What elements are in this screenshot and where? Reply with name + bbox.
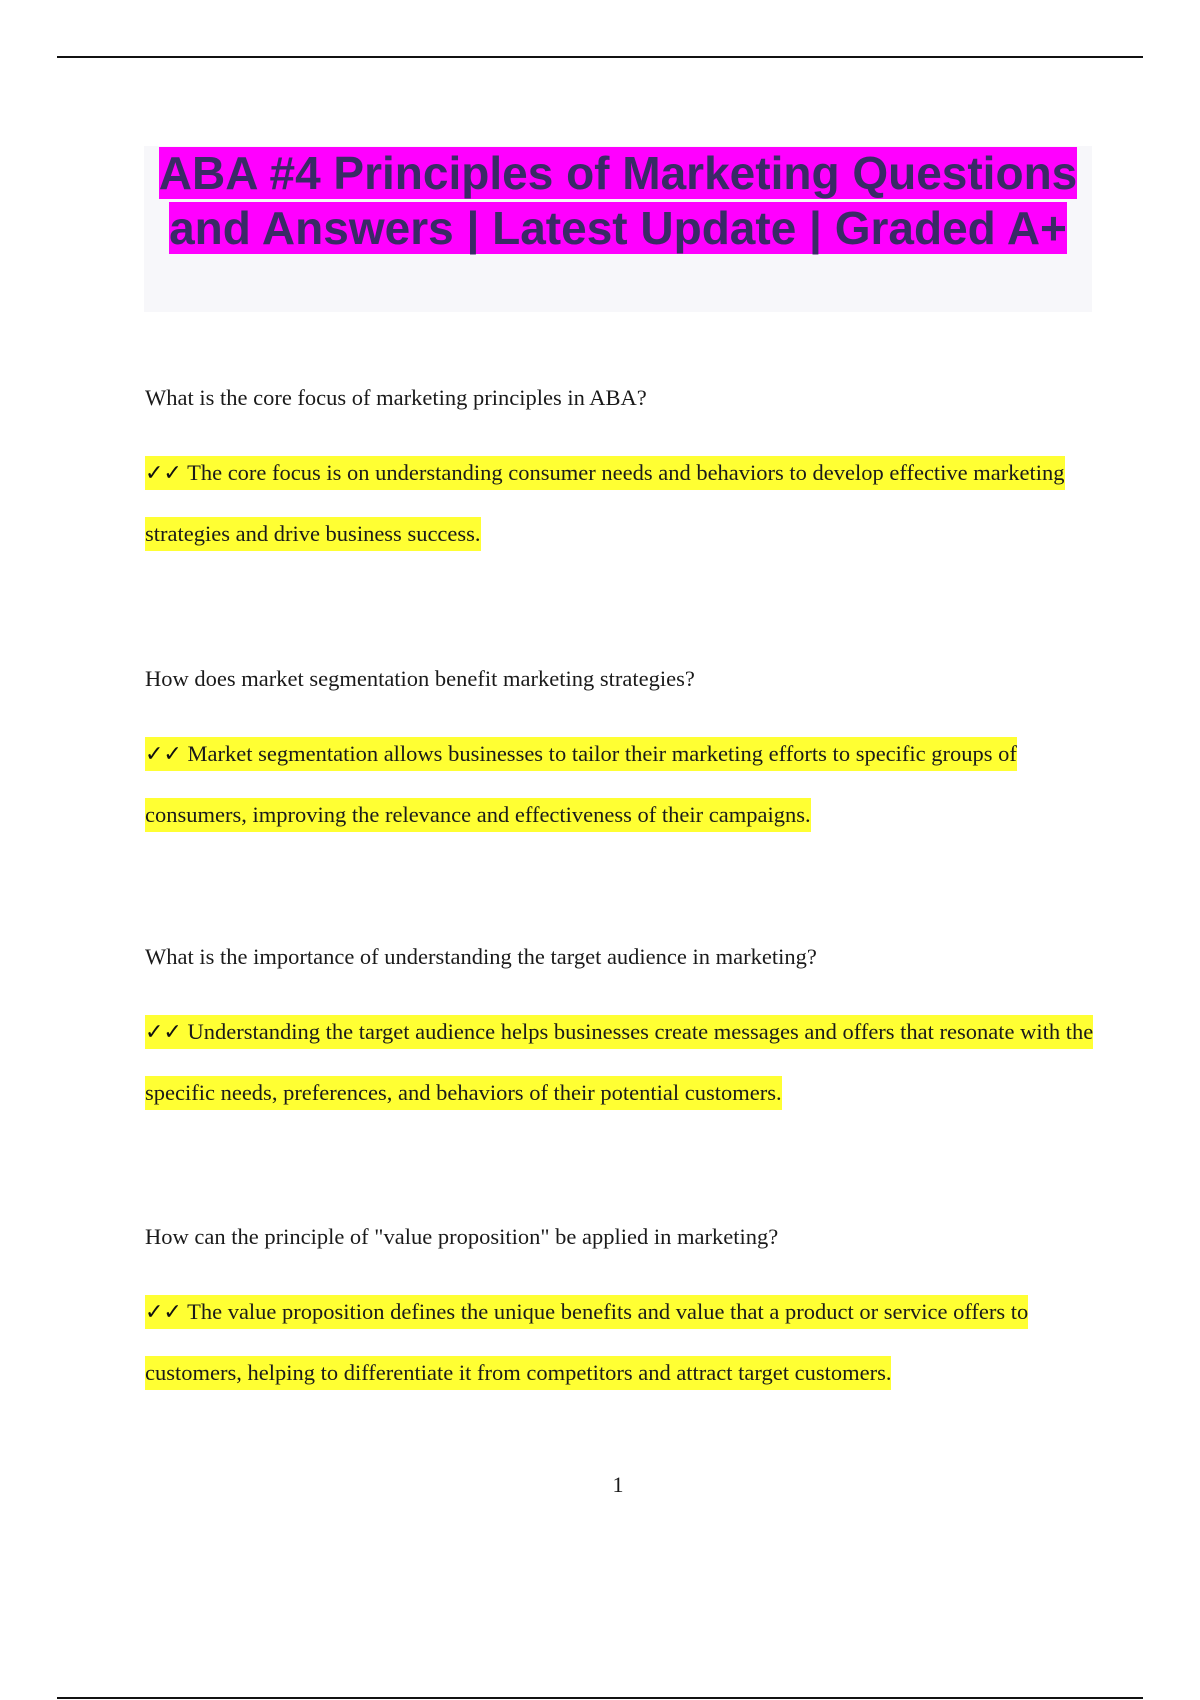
answer-4 [145, 1282, 1095, 1403]
answer-2-highlight [145, 737, 1017, 832]
check-mark-icon: ✓✓ [145, 742, 182, 767]
question-3: What is the importance of understanding the target audience in marketing? [145, 944, 817, 969]
question-4: How can the principle of "value proposition" be applied in marketing? [145, 1224, 779, 1249]
answer-4-highlight [145, 1295, 1028, 1390]
question-2: How does market segmentation benefit marketing strategies? [145, 666, 695, 691]
answer-1-highlight [145, 456, 1065, 551]
check-mark-icon: ✓✓ [145, 461, 182, 486]
check-mark-icon: ✓✓ [145, 1020, 182, 1045]
answer-3-highlight [145, 1015, 1093, 1110]
header-rule [57, 56, 1143, 58]
answer-1 [145, 443, 1095, 564]
page-number: 1 [612, 1472, 624, 1497]
answer-1-text: The core focus is on understanding consumer needs and behaviors to develop effective marketing strategies and drive business success. [145, 460, 1065, 546]
check-mark-icon: ✓✓ [145, 1300, 182, 1325]
answer-4-text: The value proposition defines the unique benefits and value that a product or service offers to customers, helping to differentiate it from competitors and attract target customers. [145, 1299, 1029, 1385]
answer-3-text: Understanding the target audience helps businesses create messages and offers that resonate with the specific needs, preferences, and behaviors of their potential customers. [145, 1019, 1094, 1105]
document-title-text: ABA #4 Principles of Marketing Questions and Answers | Latest Update | Graded A+ [158, 147, 1078, 254]
footer-rule [57, 1697, 1143, 1699]
answer-2-text: Market segmentation allows businesses to tailor their marketing efforts to specific groups of consumers, improving the relevance and effectiveness of their campaigns. [145, 741, 1017, 827]
answer-2 [145, 724, 1095, 845]
document-title [144, 146, 1092, 256]
answer-3 [145, 1002, 1095, 1123]
question-1: What is the core focus of marketing principles in ABA? [145, 385, 647, 410]
